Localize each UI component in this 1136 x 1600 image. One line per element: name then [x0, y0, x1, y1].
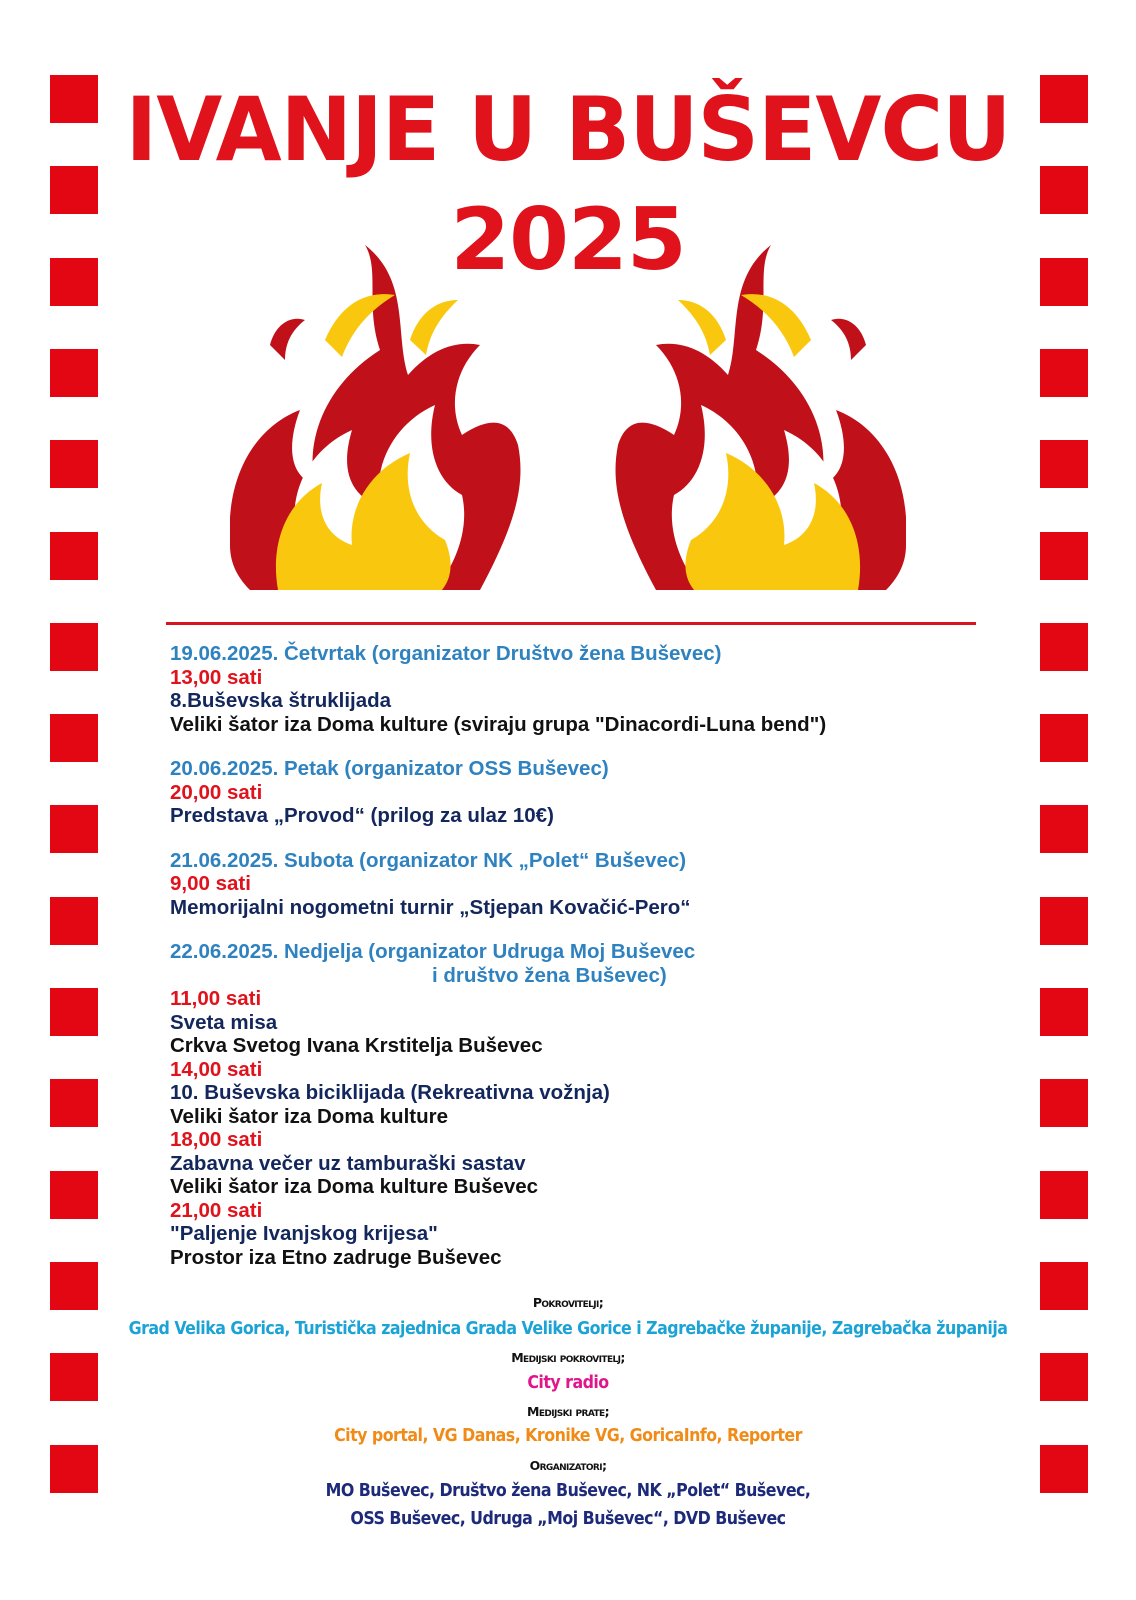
border-square: [50, 714, 98, 762]
media-label: Medijski prate;: [527, 1404, 609, 1419]
event-location: Veliki šator iza Doma kulture: [170, 1104, 448, 1128]
organizers-label: Organizatori;: [529, 1458, 607, 1473]
event-program: [170, 642, 1010, 1269]
event-title: 10. Buševska biciklijada (Rekreativna vožnja): [170, 1081, 610, 1104]
border-square: [50, 897, 98, 945]
border-square: [1040, 1079, 1088, 1127]
bonfire-flames-illustration: [230, 245, 906, 607]
left-border-squares: [50, 75, 98, 1535]
poster-year: 2025: [450, 190, 686, 290]
event-title: "Paljenje Ivanjskog krijesa": [170, 1222, 438, 1245]
event-time: 20,00 sati: [170, 780, 263, 804]
border-square: [1040, 988, 1088, 1036]
event-time: 13,00 sati: [170, 665, 263, 689]
border-square: [50, 805, 98, 853]
border-square: [1040, 897, 1088, 945]
border-square: [50, 440, 98, 488]
day-header: 22.06.2025. Nedjelja (organizator Udruga Moj Buševec: [170, 940, 696, 963]
sponsors-list: Grad Velika Gorica, Turistička zajednica Grada Velike Gorice i Zagrebačke županije, Zagrebačka županija: [128, 1318, 1008, 1339]
border-square: [1040, 440, 1088, 488]
event-location: Veliki šator iza Doma kulture (sviraju grupa "Dinacordi-Luna bend"): [170, 712, 827, 736]
media-sponsor: City radio: [527, 1372, 609, 1393]
border-square: [1040, 349, 1088, 397]
right-border-squares: [1040, 75, 1088, 1535]
border-square: [1040, 1171, 1088, 1219]
day-header: 20.06.2025. Petak (organizator OSS Buševec): [170, 757, 609, 780]
day-header: 21.06.2025. Subota (organizator NK „Polet“ Buševec): [170, 848, 687, 872]
event-title: Predstava „Provod“ (prilog za ulaz 10€): [170, 804, 554, 827]
border-square: [50, 532, 98, 580]
event-title: Sveta misa: [170, 1010, 278, 1034]
event-time: 18,00 sati: [170, 1128, 263, 1151]
media-list: City portal, VG Danas, Kronike VG, GoricaInfo, Reporter: [334, 1425, 802, 1446]
border-square: [1040, 714, 1088, 762]
organizers-list: MO Buševec, Društvo žena Buševec, NK „Polet“ Buševec,: [325, 1480, 811, 1501]
event-location: Crkva Svetog Ivana Krstitelja Buševec: [170, 1034, 543, 1057]
border-square: [1040, 532, 1088, 580]
day-header: 19.06.2025. Četvrtak (organizator Društvo žena Buševec): [170, 642, 722, 665]
event-time: 14,00 sati: [170, 1057, 263, 1081]
event-time: 9,00 sati: [170, 872, 251, 895]
border-square: [1040, 805, 1088, 853]
media-sponsor-label: Medijski pokrovitelj;: [511, 1350, 625, 1365]
right-flame-icon: [616, 245, 906, 590]
border-square: [50, 1079, 98, 1127]
event-location: Veliki šator iza Doma kulture Buševec: [170, 1175, 539, 1198]
border-square: [50, 988, 98, 1036]
border-square: [50, 623, 98, 671]
border-square: [1040, 623, 1088, 671]
poster-title: IVANJE U BUŠEVCU: [125, 78, 1011, 181]
organizers-list-continued: OSS Buševec, Udruga „Moj Buševec“, DVD Buševec: [350, 1508, 786, 1529]
event-location: Prostor iza Etno zadruge Buševec: [170, 1245, 502, 1269]
sponsors-label: Pokrovitelji;: [532, 1295, 604, 1310]
left-flame-icon: [230, 245, 520, 590]
event-title: Memorijalni nogometni turnir „Stjepan Kovačić-Pero“: [170, 895, 691, 919]
event-title: 8.Buševska štruklijada: [170, 689, 392, 712]
divider-line: [166, 622, 976, 625]
event-title: Zabavna večer uz tamburaški sastav: [170, 1151, 526, 1175]
event-time: 21,00 sati: [170, 1198, 263, 1222]
border-square: [50, 349, 98, 397]
event-time: 11,00 sati: [170, 987, 262, 1010]
border-square: [50, 1171, 98, 1219]
day-header-continued: i društvo žena Buševec): [432, 963, 667, 987]
